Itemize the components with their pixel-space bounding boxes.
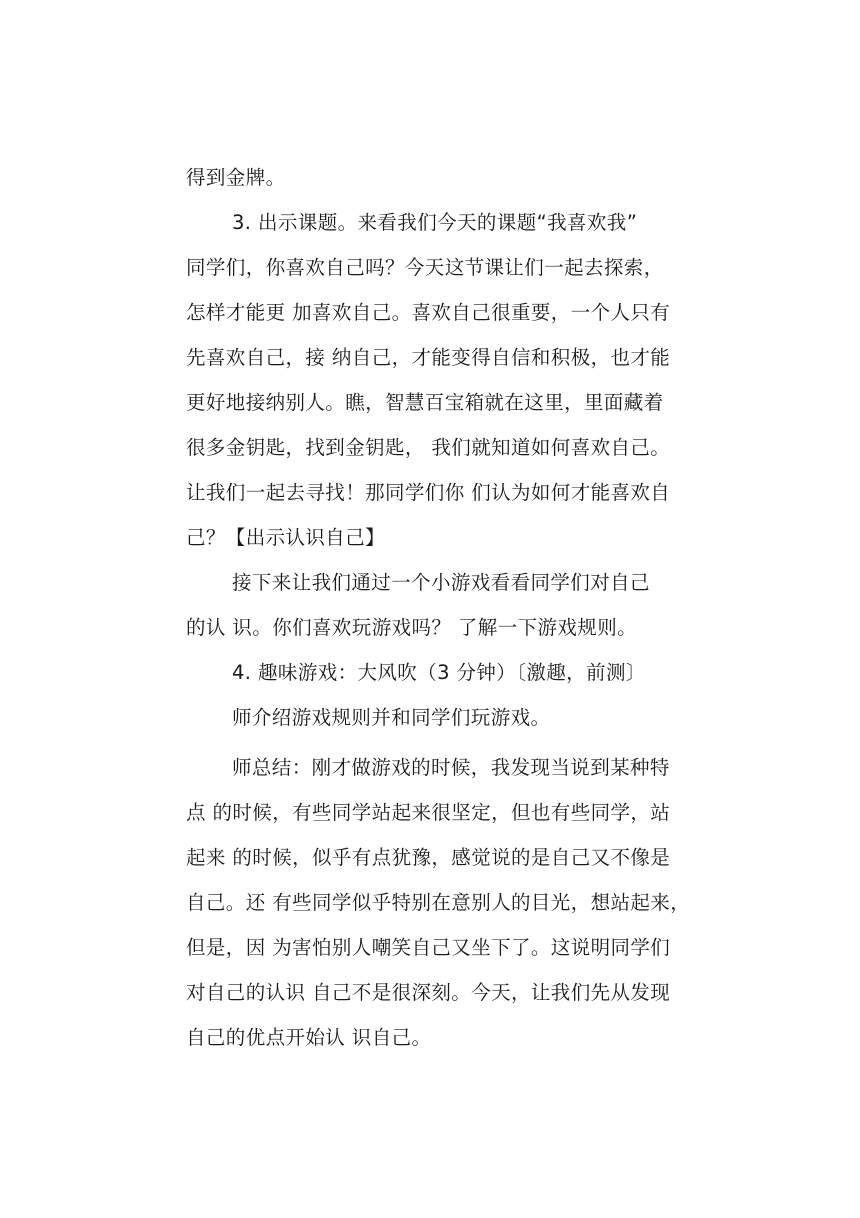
text-line: 得到金牌。 xyxy=(186,166,286,189)
text-line: 很多金钥匙，找到金钥匙， 我们就知道如何喜欢自己。 xyxy=(186,436,671,459)
text-line: 对自己的认识 自己不是很深刻。今天，让我们先从发现 xyxy=(186,981,671,1004)
text-line: 同学们，你喜欢自己吗？今天这节课让们一起去探索， xyxy=(186,256,664,279)
text-line: 起来 的时候，似乎有点犹豫，感觉说的是自己又不像是 xyxy=(186,846,671,869)
text-line: 自己的优点开始认 识自己。 xyxy=(186,1026,432,1049)
text-line: 4. 趣味游戏：大风吹（3 分钟）〔激趣，前测〕 xyxy=(232,661,646,684)
text-line: 怎样才能更 加喜欢自己。喜欢自己很重要，一个人只有 xyxy=(186,301,671,324)
text-line: 但是，因 为害怕别人嘲笑自己又坐下了。这说明同学们 xyxy=(186,936,671,959)
text-line: 己？【出示认识自己】 xyxy=(186,526,386,549)
text-line: 更好地接纳别人。瞧，智慧百宝箱就在这里，里面藏着 xyxy=(186,391,664,414)
text-line: 师总结：刚才做游戏的时候，我发现当说到某种特 xyxy=(232,756,670,779)
text-line: 师介绍游戏规则并和同学们玩游戏。 xyxy=(232,706,551,729)
text-line: 的认 识。你们喜欢玩游戏吗？ 了解一下游戏规则。 xyxy=(186,616,637,639)
text-line: 先喜欢自己，接 纳自己，才能变得自信和积极，也才能 xyxy=(186,346,671,369)
text-line: 接下来让我们通过一个小游戏看看同学们对自己 xyxy=(232,571,650,594)
text-line: 3. 出示课题。来看我们今天的课题“我喜欢我” xyxy=(232,211,638,234)
text-line: 自己。还 有些同学似乎特别在意别人的目光，想站起来， xyxy=(186,891,691,914)
text-line: 让我们一起去寻找！那同学们你 们认为如何才能喜欢自 xyxy=(186,481,671,504)
text-line: 点 的时候，有些同学站起来很坚定，但也有些同学，站 xyxy=(186,801,671,824)
